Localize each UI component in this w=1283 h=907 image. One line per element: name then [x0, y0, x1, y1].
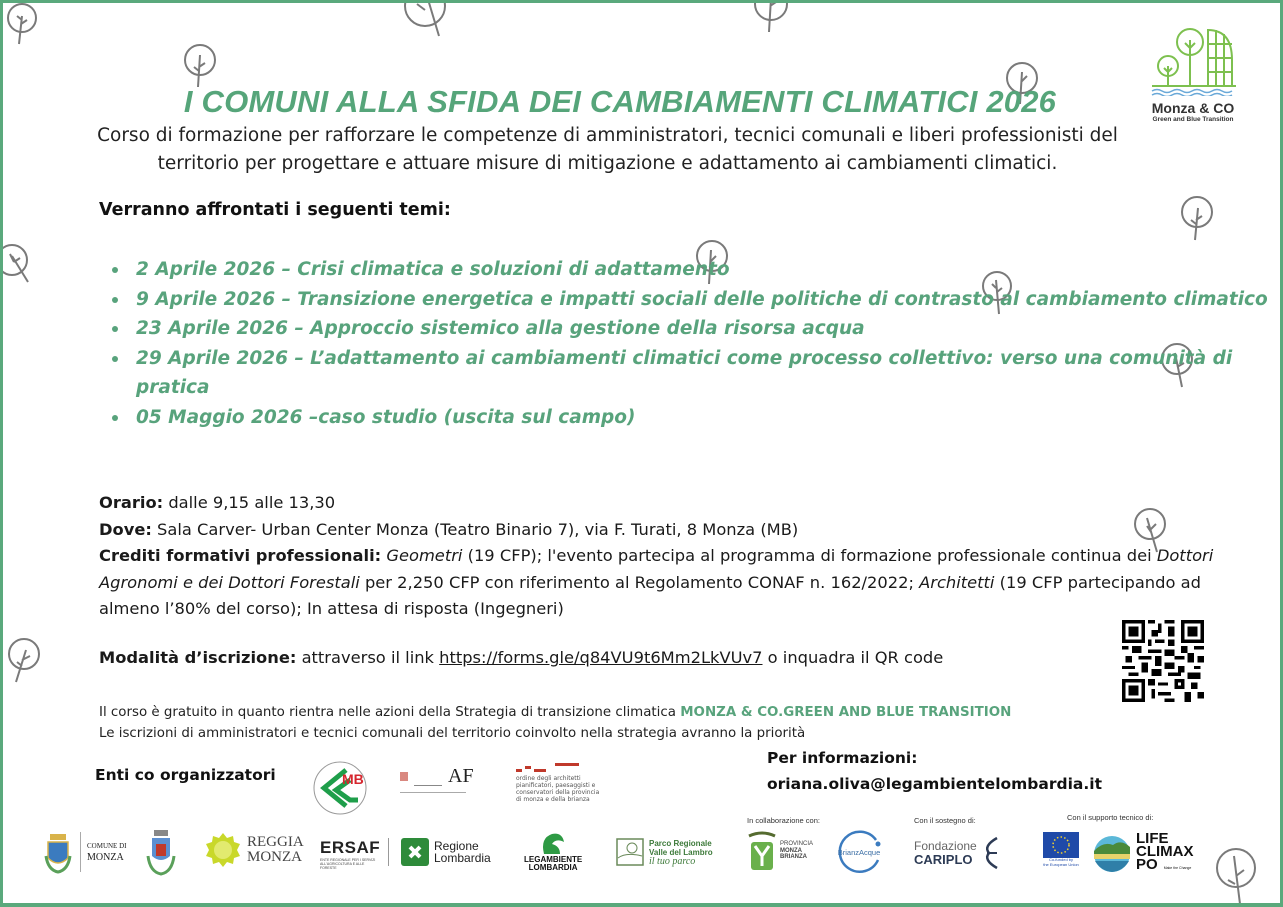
logo-comune-monza-text	[87, 841, 126, 863]
logo-eu-life	[1043, 832, 1079, 867]
tree-decoration-icon	[1180, 196, 1214, 242]
logo-text: MONZA	[780, 847, 802, 854]
logo-fondazione-cariplo	[914, 836, 999, 870]
credits-geometri: Geometri	[386, 546, 463, 565]
schedule-label: Orario:	[99, 493, 164, 512]
logo-text: Valle del Lambro	[649, 847, 713, 857]
credits-label: Crediti formativi professionali:	[99, 546, 382, 565]
logo-text: PO	[1136, 856, 1158, 873]
strategy-name: MONZA & CO.GREEN AND BLUE TRANSITION	[680, 705, 1012, 720]
topic-item: 2 Aprile 2026 – Crisi climatica e soluzioni di adattamento	[136, 255, 1276, 285]
logo-parco-text	[649, 839, 713, 866]
notes	[99, 702, 1149, 744]
logo-text: il tuo parco	[649, 855, 696, 867]
topic-item: 29 Aprile 2026 – L’adattamento ai cambiamenti climatici come processo collettivo: verso una comunità di pratica	[136, 344, 1276, 403]
logo-provincia-text	[780, 841, 813, 861]
logo-text: COMUNE DI	[87, 842, 127, 850]
logo-text: CLIMAX	[1136, 843, 1194, 860]
subtitle-line: territorio per progettare e attuare misure di mitigazione e adattamento ai cambiamenti climatici.	[157, 153, 1058, 174]
logo-text: Regione	[434, 839, 479, 853]
contact-email[interactable]: oriana.oliva@legambientelombardia.it	[767, 775, 1102, 793]
logo-ordine-architetti	[516, 762, 608, 803]
logo-text: LIFE	[1136, 830, 1169, 847]
logo-text: Make the Change	[1163, 866, 1192, 870]
logo-text: PROVINCIA	[780, 841, 814, 848]
collaboration-label: In collaborazione con:	[747, 816, 820, 825]
signup-prefix: attraverso il link	[296, 648, 440, 667]
divider	[388, 838, 389, 866]
qr-code-icon[interactable]	[1122, 620, 1204, 702]
credits-agronomi: Dottori Agronomi e dei Dottori Forestali	[99, 546, 1214, 592]
location-label: Dove:	[99, 519, 152, 539]
tree-decoration-icon	[6, 638, 40, 684]
logo-agronomi-forestali	[400, 765, 474, 805]
logo-text: Fondazione	[914, 839, 977, 853]
topic-item: 9 Aprile 2026 – Transizione energetica e impatti sociali delle politiche di contrasto al cambiamento climatico	[136, 285, 1276, 315]
logo-text: BrianzAcque	[837, 847, 881, 857]
logo-eu-text	[1043, 858, 1079, 867]
logo-geometri-mb	[312, 760, 368, 816]
topics-heading: Verranno affrontati i seguenti temi:	[99, 200, 451, 220]
logo-text: Co-funded by	[1048, 857, 1073, 862]
brand-name: Monza & CO	[1151, 100, 1235, 116]
logo-comune-stemma	[144, 828, 178, 876]
tree-decoration-icon	[1214, 846, 1258, 906]
credits-text: (19 CFP); l'evento partecipa al programma di formazione professionale continua dei	[462, 546, 1157, 565]
support-label: Con il sostegno di:	[914, 816, 976, 825]
signup-label: Modalità d’iscrizione:	[99, 648, 297, 667]
logo-text: ERSAF	[320, 838, 381, 857]
logo-text: LEGAMBIENTE	[524, 855, 583, 864]
logo-reggia-text	[247, 835, 304, 865]
location-value: Sala Carver- Urban Center Monza (Teatro Binario 7), via F. Turati, 8 Monza (MB)	[151, 519, 799, 539]
logo-text: ordine degli architetti pianificatori, paesaggisti e conservatori della provincia di monza e della brianza	[516, 775, 600, 803]
logo-provincia-monza-brianza	[747, 830, 813, 872]
credits-text: (19 CFP partecipando ad almeno l’80% del corso); In attesa di risposta (Ingegneri)	[99, 572, 1201, 618]
schedule-row	[99, 490, 1229, 517]
logo-text: REGGIA	[247, 834, 304, 850]
logo-climax-text	[1136, 832, 1194, 875]
credits-row	[99, 543, 1229, 623]
logo-regione-text	[434, 840, 491, 864]
logo-text: MONZA	[247, 849, 302, 865]
note-free-course	[99, 702, 1149, 723]
credits-text: per 2,250 CFP con riferimento al Regolamento CONAF n. 162/2022;	[359, 572, 920, 592]
note-text: Il corso è gratuito in quanto rientra nelle azioni della Strategia di transizione climatica	[99, 705, 681, 720]
tree-decoration-icon	[183, 43, 217, 89]
logo-text: ENTE REGIONALE PER I SERVIZI ALL'AGRICOLTURA E ALLE FORESTE	[320, 858, 376, 870]
logo-brianzacque	[834, 830, 884, 874]
logo-cariplo-text	[914, 840, 977, 866]
logo-text: the European Union	[1043, 861, 1079, 867]
logo-legambiente-text	[524, 856, 582, 872]
signup-suffix: o inquadra il QR code	[762, 648, 944, 667]
event-details	[99, 490, 1229, 623]
logo-parco-valle-lambro	[616, 838, 713, 866]
tree-decoration-icon	[5, 2, 39, 46]
technical-support-label: Con il supporto tecnico di:	[1067, 813, 1154, 822]
note-priority: Le iscrizioni di amministratori e tecnici comunali del territorio coinvolto nella strategia avranno la priorità	[99, 726, 806, 741]
page-subtitle	[50, 122, 1165, 178]
location-row	[99, 517, 1229, 544]
topics-list	[99, 255, 1276, 433]
tree-decoration-icon	[752, 0, 792, 36]
page-title: I COMUNI ALLA SFIDA DEI CAMBIAMENTI CLIMATICI 2026	[183, 84, 1057, 119]
logo-text: CARIPLO	[914, 852, 973, 867]
logo-life-climax-po	[1093, 832, 1194, 875]
signup-link[interactable]: https://forms.gle/q84VU9t6Mm2LkVUv7	[439, 648, 763, 667]
logo-text: Parco Regionale	[649, 838, 712, 848]
logo-legambiente	[524, 830, 582, 872]
contact-label: Per informazioni:	[767, 749, 918, 767]
subtitle-line: Corso di formazione per rafforzare le competenze di amministratori, tecnici comunali e liberi professionisti del	[97, 125, 1118, 146]
tree-decoration-icon	[403, 0, 449, 40]
contact-info	[767, 745, 1102, 797]
logo-reggia-monza	[205, 832, 304, 868]
schedule-value: dalle 9,15 alle 13,30	[163, 493, 336, 512]
logo-text: MB	[342, 771, 364, 787]
logo-text: MONZA	[87, 852, 124, 863]
logo-text: Lombardia	[434, 851, 491, 865]
topic-item: 23 Aprile 2026 – Approccio sistemico alla gestione della risorsa acqua	[136, 314, 1276, 344]
logo-text: LOMBARDIA	[528, 863, 578, 872]
logo-text: AF	[448, 765, 474, 787]
signup-row	[99, 648, 943, 667]
brand-tagline: Green and Blue Transition	[1152, 116, 1234, 123]
credits-architetti: Architetti	[919, 572, 995, 592]
organizers-label: Enti co organizzatori	[95, 766, 276, 784]
logo-ersaf	[320, 838, 380, 870]
tree-decoration-icon	[0, 240, 34, 286]
topic-item: 05 Maggio 2026 –caso studio (uscita sul campo)	[136, 403, 1276, 433]
logo-regione-lombardia	[401, 838, 491, 866]
logo-text: BRIANZA	[780, 854, 807, 861]
logo-comune-monza	[42, 828, 126, 876]
